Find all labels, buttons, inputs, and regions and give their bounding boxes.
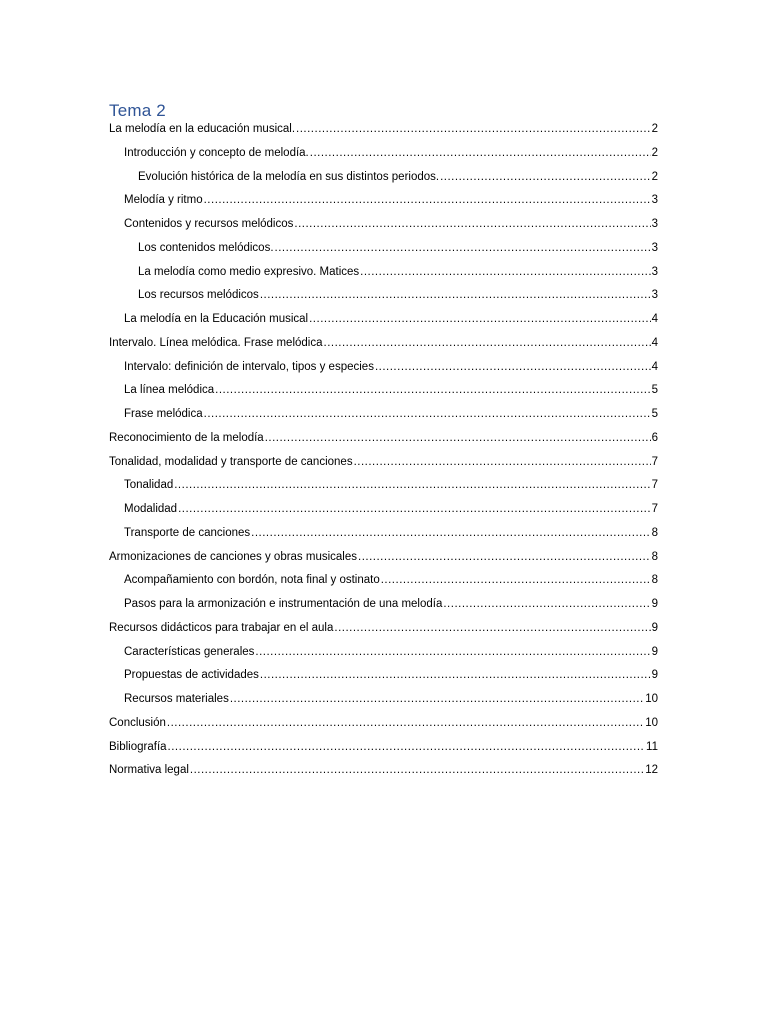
toc-entry-text: Tonalidad	[124, 479, 174, 492]
toc-entry-page-number: 9	[651, 645, 658, 658]
toc-entry-page-number: 4	[651, 336, 658, 349]
toc-dot-leader	[174, 479, 650, 491]
toc-entry-page-number: 9	[651, 669, 658, 682]
toc-entry[interactable]	[109, 408, 658, 432]
toc-entry-page-number: 3	[651, 194, 658, 207]
toc-entry-text: La línea melódica	[124, 384, 215, 397]
toc-entry[interactable]	[109, 218, 658, 242]
toc-entry-page-number: 10	[645, 716, 658, 729]
toc-entry-text: Introducción y concepto de melodía.	[124, 146, 309, 159]
toc-entry-page-number: 3	[651, 289, 658, 302]
toc-entry-text: Intervalo: definición de intervalo, tipos y especies	[124, 360, 374, 373]
toc-entry[interactable]	[109, 456, 658, 480]
toc-dot-leader	[260, 669, 651, 681]
toc-dot-leader	[178, 503, 651, 515]
toc-entry[interactable]	[109, 337, 658, 361]
toc-entry-text: Recursos materiales	[124, 693, 229, 705]
toc-dot-leader	[190, 764, 644, 776]
toc-entry[interactable]	[109, 171, 658, 195]
toc-entry[interactable]	[109, 266, 658, 290]
toc-dot-leader	[260, 289, 651, 301]
toc-entry-page-number: 10	[645, 693, 658, 705]
toc-entry[interactable]	[109, 147, 658, 171]
toc-entry-text: Intervalo. Línea melódica. Frase melódica	[109, 336, 323, 349]
toc-entry-page-number: 2	[651, 170, 658, 183]
toc-entry[interactable]	[109, 479, 658, 503]
toc-entry[interactable]	[109, 764, 658, 788]
toc-dot-leader	[375, 361, 651, 373]
toc-entry[interactable]	[109, 622, 658, 646]
toc-entry-text: Transporte de canciones	[124, 526, 251, 539]
toc-dot-leader	[381, 574, 651, 586]
toc-entry-text: Bibliografía	[109, 740, 167, 753]
toc-dot-leader	[310, 147, 651, 159]
toc-entry-page-number: 3	[651, 241, 658, 254]
toc-entry-text: Propuestas de actividades	[124, 669, 259, 682]
toc-entry-page-number: 7	[651, 455, 658, 468]
toc-entry-text: Armonizaciones de canciones y obras musicales	[109, 550, 358, 563]
toc-dot-leader	[275, 242, 651, 254]
toc-entry-text: La melodía como medio expresivo. Matices	[138, 265, 360, 278]
toc-entry-page-number: 5	[651, 384, 658, 397]
toc-entry-text: Recursos didácticos para trabajar en el aula	[109, 621, 334, 634]
toc-dot-leader	[265, 432, 651, 444]
toc-entry[interactable]	[109, 574, 658, 598]
toc-entry-text: La melodía en la Educación musical	[124, 313, 309, 325]
toc-entry-text: Normativa legal	[109, 764, 189, 777]
toc-entry-page-number: 4	[651, 313, 658, 325]
toc-entry-page-number: 3	[651, 265, 658, 278]
toc-entry-text: Evolución histórica de la melodía en sus distintos periodos.	[138, 170, 440, 183]
toc-dot-leader	[443, 598, 650, 610]
toc-dot-leader	[334, 622, 650, 634]
toc-entry-text: Características generales	[124, 645, 255, 658]
toc-entry[interactable]	[109, 242, 658, 266]
toc-dot-leader	[309, 313, 650, 325]
toc-entry-page-number: 7	[651, 503, 658, 515]
toc-entry-page-number: 3	[651, 218, 658, 230]
toc-entry-page-number: 8	[651, 574, 658, 587]
toc-dot-leader	[168, 741, 646, 753]
toc-entry[interactable]	[109, 646, 658, 670]
toc-entry[interactable]	[109, 669, 658, 693]
toc-entry[interactable]	[109, 717, 658, 741]
toc-entry[interactable]	[109, 289, 658, 313]
toc-entry-page-number: 4	[651, 360, 658, 373]
toc-dot-leader	[324, 337, 651, 349]
toc-entry[interactable]	[109, 503, 658, 527]
toc-entry[interactable]	[109, 693, 658, 717]
toc-dot-leader	[440, 171, 651, 183]
toc-entry-page-number: 2	[651, 146, 658, 159]
toc-dot-leader	[354, 456, 651, 468]
toc-dot-leader	[358, 551, 651, 563]
toc-entry-text: Melodía y ritmo	[124, 194, 203, 207]
toc-entry[interactable]	[109, 194, 658, 218]
toc-dot-leader	[294, 218, 650, 230]
toc-dot-leader	[230, 693, 644, 705]
toc-dot-leader	[255, 646, 650, 658]
toc-entry-page-number: 5	[651, 408, 658, 420]
toc-entry-page-number: 2	[651, 123, 658, 135]
toc-entry-text: Acompañamiento con bordón, nota final y ostinato	[124, 574, 380, 587]
toc-entry[interactable]	[109, 384, 658, 408]
toc-entry-page-number: 11	[646, 740, 658, 753]
toc-entry-text: La melodía en la educación musical.	[109, 123, 296, 135]
toc-entry[interactable]	[109, 123, 658, 147]
toc-entry[interactable]	[109, 741, 658, 765]
toc-dot-leader	[204, 408, 651, 420]
toc-dot-leader	[360, 266, 650, 278]
table-of-contents	[109, 123, 658, 788]
toc-entry-page-number: 8	[651, 550, 658, 563]
toc-entry-text: Tonalidad, modalidad y transporte de canciones	[109, 455, 353, 468]
toc-entry-text: Pasos para la armonización e instrumentación de una melodía	[124, 598, 443, 610]
toc-entry[interactable]	[109, 313, 658, 337]
toc-entry-text: Los recursos melódicos	[138, 289, 259, 302]
toc-entry-text: Contenidos y recursos melódicos	[124, 218, 294, 230]
toc-dot-leader	[296, 123, 651, 135]
toc-entry-page-number: 9	[651, 621, 658, 634]
toc-entry-text: Los contenidos melódicos.	[138, 241, 274, 254]
toc-entry-page-number: 9	[651, 598, 658, 610]
toc-entry[interactable]	[109, 432, 658, 456]
toc-dot-leader	[251, 527, 650, 539]
toc-entry-text: Modalidad	[124, 503, 178, 515]
toc-dot-leader	[204, 194, 651, 206]
toc-entry-page-number: 12	[645, 764, 658, 777]
toc-entry[interactable]	[109, 361, 658, 385]
toc-entry-text: Conclusión	[109, 716, 166, 729]
toc-entry-text: Reconocimiento de la melodía	[109, 431, 264, 444]
toc-entry[interactable]	[109, 551, 658, 575]
toc-dot-leader	[167, 717, 644, 729]
toc-title: Tema 2	[109, 101, 166, 120]
toc-dot-leader	[215, 384, 650, 396]
toc-entry-text: Frase melódica	[124, 408, 203, 420]
toc-entry-page-number: 7	[651, 479, 658, 492]
toc-entry-page-number: 6	[651, 431, 658, 444]
toc-entry[interactable]	[109, 527, 658, 551]
toc-entry[interactable]	[109, 598, 658, 622]
toc-entry-page-number: 8	[651, 526, 658, 539]
